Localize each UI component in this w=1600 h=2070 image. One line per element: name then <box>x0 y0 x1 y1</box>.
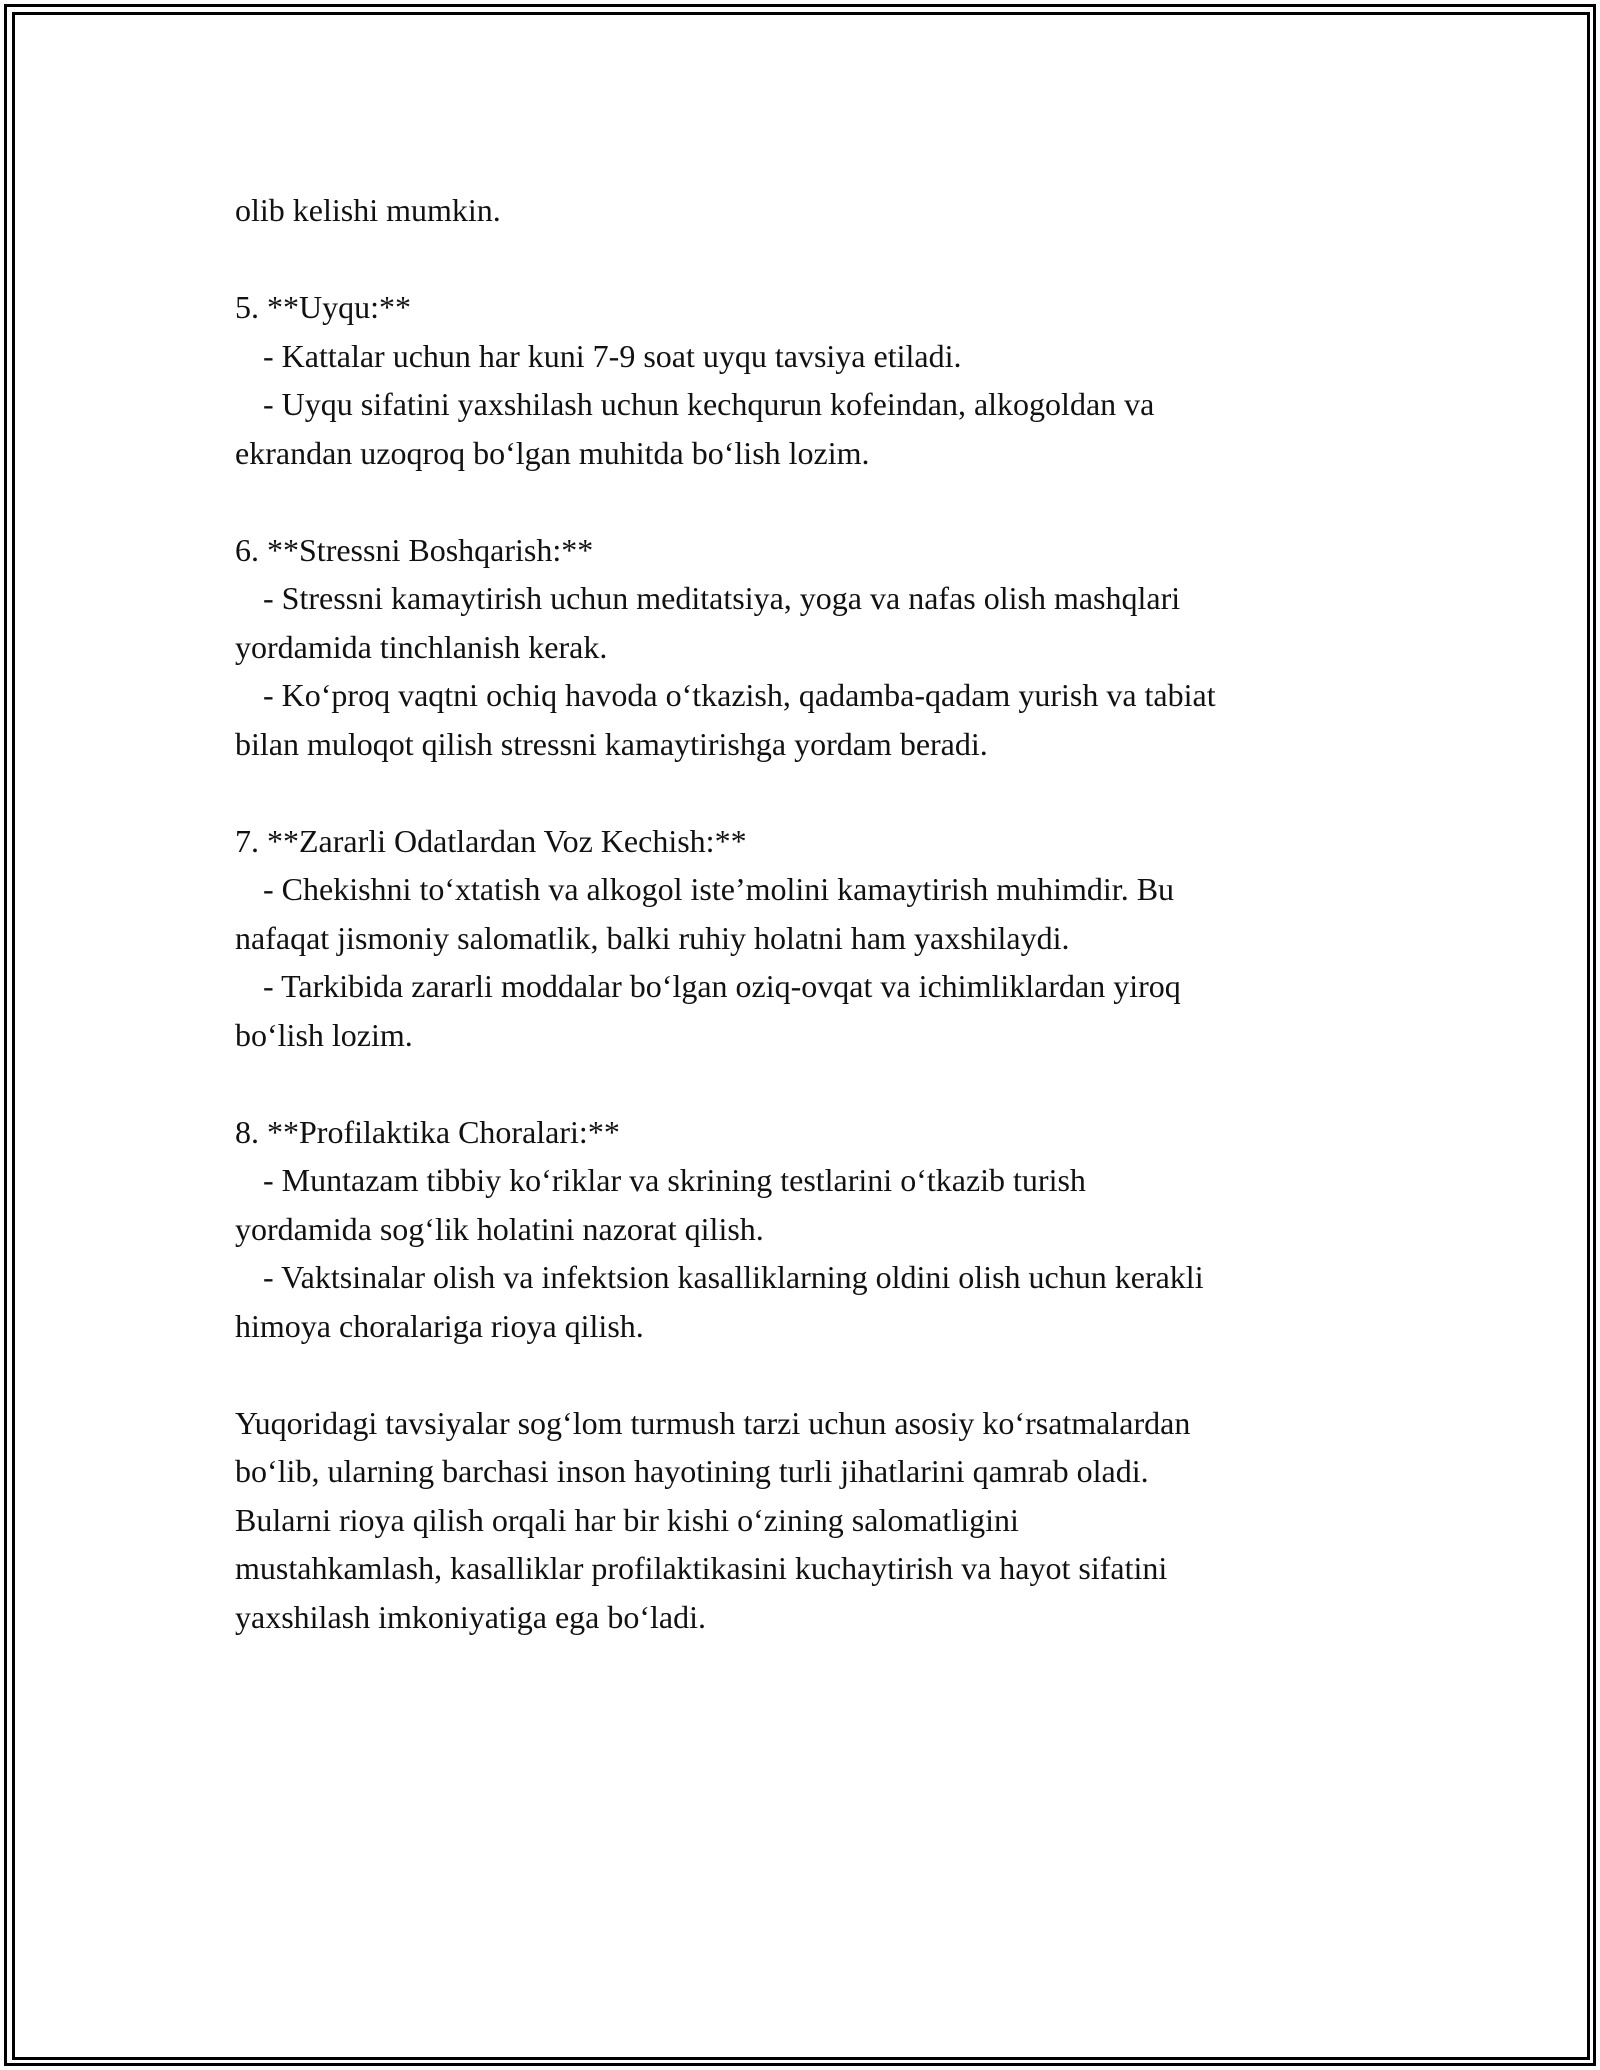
text-line: bo‘lib, ularning barchasi inson hayotining turli jihatlarini qamrab oladi. <box>235 1453 1149 1489</box>
bullet-line: - Uyqu sifatini yaxshilash uchun kechqurun kofeindan, alkogoldan va <box>263 386 1155 422</box>
text-line: 6. **Stressni Boshqarish:** <box>235 531 594 568</box>
text-line: Yuqoridagi tavsiyalar sog‘lom turmush tarzi uchun asosiy ko‘rsatmalardan <box>235 1404 1191 1441</box>
text-line: mustahkamlash, kasalliklar profilaktikasini kuchaytirish va hayot sifatini <box>235 1550 1168 1586</box>
paragraph-gap <box>235 1059 1385 1108</box>
text-line: 8. **Profilaktika Choralari:** <box>235 1113 620 1150</box>
text-line: yordamida tinchlanish kerak. <box>235 628 608 665</box>
bullet-line: - Kattalar uchun har kuni 7-9 soat uyqu tavsiya etiladi. <box>263 337 962 374</box>
text-line: 5. **Uyqu:** <box>235 289 411 325</box>
bullet-line: - Stressni kamaytirish uchun meditatsiya, yoga va nafas olish mashqlari <box>263 580 1181 616</box>
bullet-line: - Muntazam tibbiy ko‘riklar va skrining testlarini o‘tkazib turish <box>263 1162 1086 1198</box>
paragraph-gap <box>235 1350 1385 1399</box>
text-line: Bularni rioya qilish orqali har bir kishi o‘zining salomatligini <box>235 1501 1019 1538</box>
paragraph-gap <box>235 235 1385 284</box>
paragraph-gap <box>235 768 1385 817</box>
document-body <box>235 186 1385 1641</box>
text-line: bo‘lish lozim. <box>235 1016 413 1053</box>
text-line: 7. **Zararli Odatlardan Voz Kechish:** <box>235 822 747 859</box>
paragraph-gap <box>235 477 1385 526</box>
text-line: himoya choralariga rioya qilish. <box>235 1307 644 1344</box>
bullet-line: - Tarkibida zararli moddalar bo‘lgan oziq-ovqat va ichimliklardan yiroq <box>263 968 1181 1004</box>
text-line: nafaqat jismoniy salomatlik, balki ruhiy holatni ham yaxshilaydi. <box>235 919 1070 956</box>
text-line: olib kelishi mumkin. <box>235 192 501 228</box>
text-line: yordamida sog‘lik holatini nazorat qilish. <box>235 1210 764 1247</box>
bullet-line: - Vaktsinalar olish va infektsion kasalliklarning oldini olish uchun kerakli <box>263 1259 1204 1295</box>
text-line: bilan muloqot qilish stressni kamaytirishga yordam beradi. <box>235 725 988 762</box>
bullet-line: - Chekishni to‘xtatish va alkogol iste’molini kamaytirish muhimdir. Bu <box>263 871 1175 907</box>
text-line: yaxshilash imkoniyatiga ega bo‘ladi. <box>235 1598 706 1635</box>
bullet-line: - Ko‘proq vaqtni ochiq havoda o‘tkazish, qadamba-qadam yurish va tabiat <box>263 677 1216 713</box>
text-line: ekrandan uzoqroq bo‘lgan muhitda bo‘lish lozim. <box>235 434 870 471</box>
